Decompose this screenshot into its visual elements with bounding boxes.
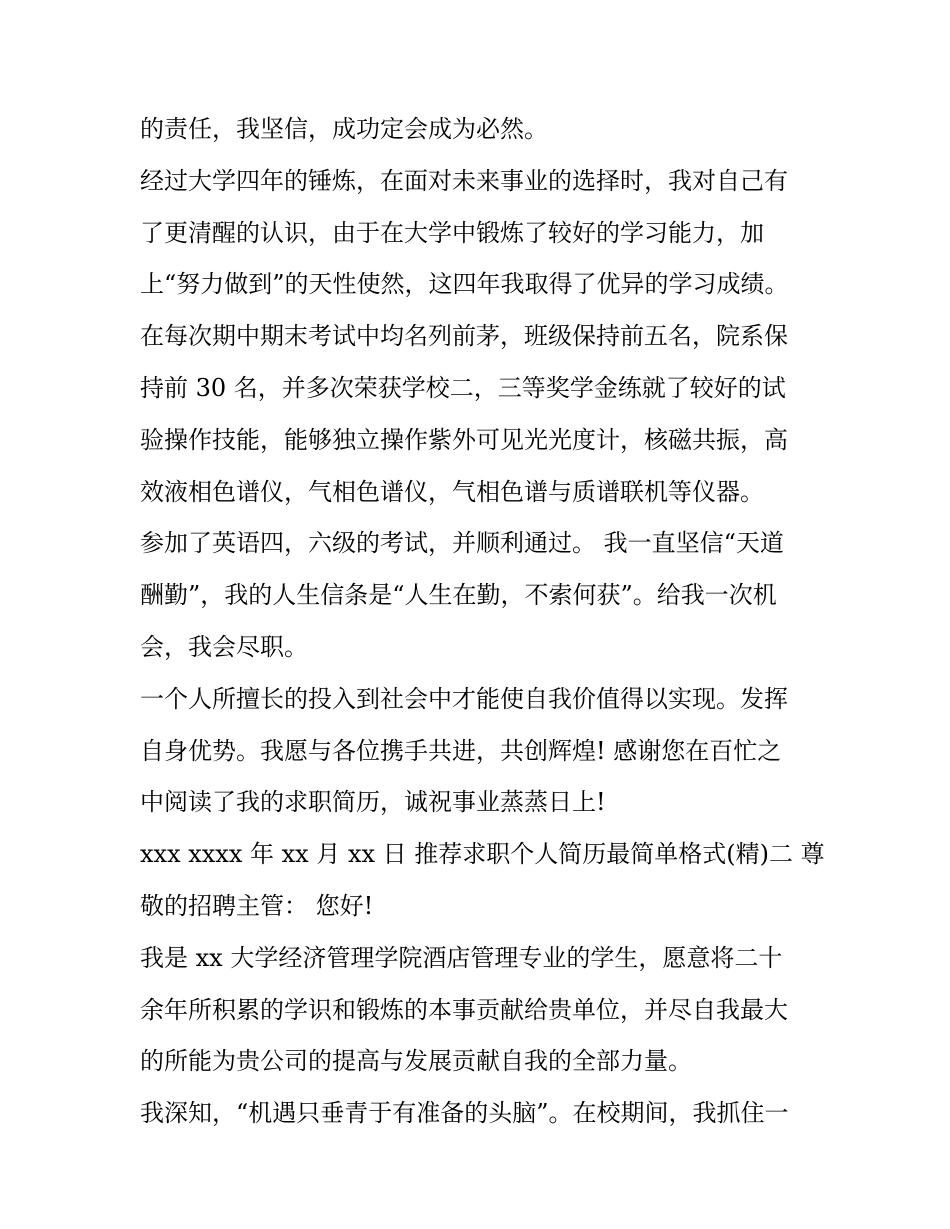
text-line: 我是 xx 大学经济管理学院酒店管理专业的学生，愿意将二十 <box>140 943 783 972</box>
text-line: 中阅读了我的求职简历，诚祝事业蒸蒸日上! <box>140 788 606 817</box>
text-line: 一个人所擅长的投入到社会中才能使自我价值得以实现。发挥 <box>140 684 788 713</box>
text-line: 经过大学四年的锤炼，在面对未来事业的选择时，我对自己有 <box>140 166 788 195</box>
text-line: xxx xxxx 年 xx 月 xx 日 推荐求职个人简历最简单格式(精)二 尊 <box>140 840 825 869</box>
text-line: 参加了英语四，六级的考试，并顺利通过。 我一直坚信“天道 <box>140 529 784 558</box>
text-line: 在每次期中期末考试中均名列前茅，班级保持前五名，院系保 <box>140 322 788 351</box>
text-line: 敬的招聘主管： 您好! <box>140 891 374 920</box>
text-line: 效液相色谱仪，气相色谱仪，气相色谱与质谱联机等仪器。 <box>140 477 764 506</box>
text-line: 验操作技能，能够独立操作紫外可见光光度计，核磁共振，高 <box>140 425 788 454</box>
text-line: 会，我会尽职。 <box>140 632 308 661</box>
text-line: 的责任，我坚信，成功定会成为必然。 <box>140 115 548 143</box>
text-line: 了更清醒的认识，由于在大学中锻炼了较好的学习能力，加 <box>140 218 764 247</box>
text-line: 余年所积累的学识和锻炼的本事贡献给贵单位，并尽自我最大 <box>140 995 788 1024</box>
text-line: 我深知，“机遇只垂青于有准备的头脑”。在校期间，我抓住一 <box>140 1099 789 1128</box>
text-line: 自身优势。我愿与各位携手共进，共创辉煌! 感谢您在百忙之 <box>140 736 782 765</box>
text-line: 持前 30 名，并多次荣获学校二，三等奖学金练就了较好的试 <box>140 373 786 402</box>
body-text <box>140 104 825 1140</box>
text-line: 酬勤”，我的人生信条是“人生在勤，不索何获”。给我一次机 <box>140 581 777 610</box>
text-line: 的所能为贵公司的提高与发展贡献自我的全部力量。 <box>140 1047 692 1076</box>
text-line: 上“努力做到”的天性使然，这四年我取得了优异的学习成绩。 <box>140 270 789 299</box>
